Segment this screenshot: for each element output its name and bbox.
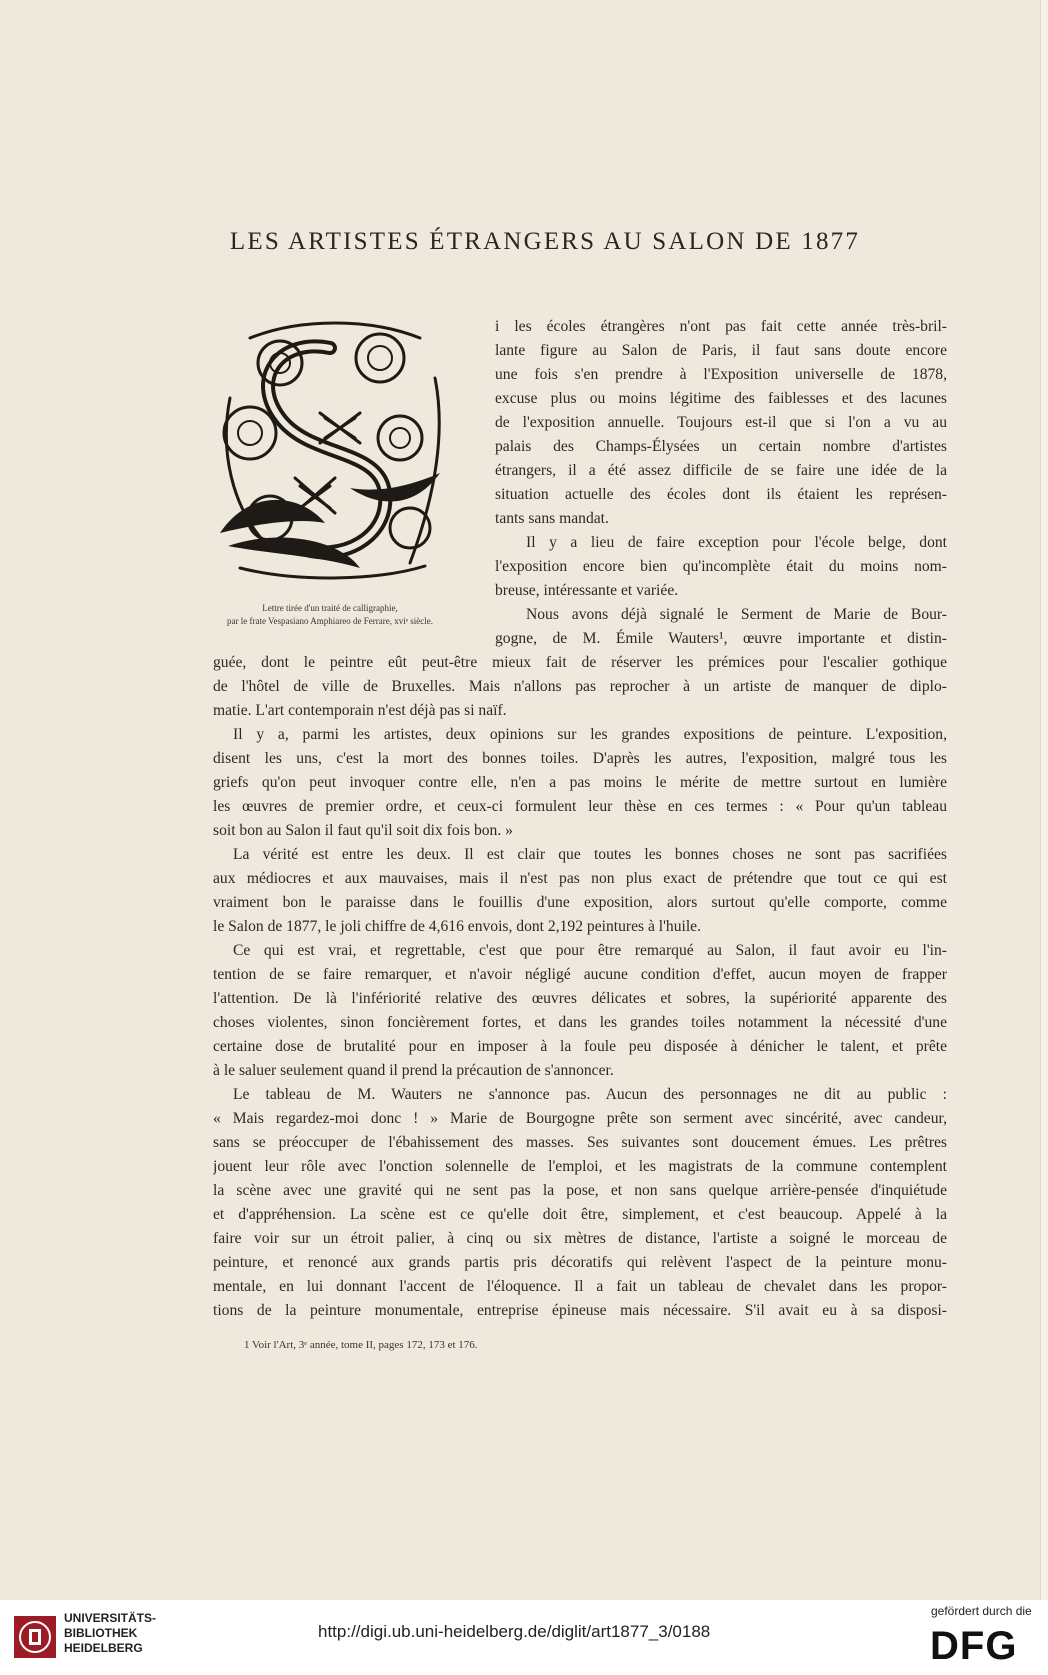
article-title: LES ARTISTES ÉTRANGERS AU SALON DE 1877 bbox=[229, 228, 861, 255]
library-name-line: UNIVERSITÄTS- bbox=[64, 1611, 157, 1625]
text-line: breuse, intéressante et variée. bbox=[495, 582, 679, 599]
text-line: l'attention. De là l'infériorité relative des œuvres délicates et sobres, la supériorité apparente des bbox=[213, 990, 947, 1007]
text-line: matie. L'art contemporain n'est déjà pas si naïf. bbox=[213, 702, 507, 719]
text-line: « Mais regardez-moi donc ! » Marie de Bourgogne prête son serment avec sincérité, avec candeur, bbox=[213, 1110, 947, 1127]
text-line: Il y a lieu de faire exception pour l'école belge, dont bbox=[526, 534, 947, 551]
text-line: faire voir sur un étroit palier, à cinq ou six mètres de distance, l'artiste a soigné le morceau de bbox=[213, 1230, 947, 1247]
text-line: disent les uns, c'est la mort des bonnes toiles. D'après les autres, l'exposition, malgré tous les bbox=[213, 750, 947, 767]
text-line: sans se préoccuper de l'ébahissement des masses. Ses suivantes sont doucement émues. Les prêtres bbox=[213, 1134, 947, 1151]
initial-caption bbox=[200, 602, 460, 628]
text-line: Il y a, parmi les artistes, deux opinions sur les grandes expositions de peinture. L'exposition, bbox=[233, 726, 947, 743]
text-line: aux médiocres et aux mauvaises, mais il n'est pas non plus exact de prétendre que tout ce qui est bbox=[213, 870, 947, 887]
text-line: certaine dose de brutalité pour en imposer à la foule peu disposée à dénicher le talent, et prête bbox=[213, 1038, 947, 1055]
text-line: tants sans mandat. bbox=[495, 510, 609, 527]
text-line: une fois s'en prendre à l'Exposition universelle de 1878, bbox=[495, 366, 947, 383]
source-url-link[interactable]: http://digi.ub.uni-heidelberg.de/diglit/art1877_3/0188 bbox=[318, 1622, 711, 1641]
caption-line: Lettre tirée d'un traité de calligraphie, bbox=[262, 603, 398, 613]
library-name-line: HEIDELBERG bbox=[64, 1641, 143, 1655]
library-name-line: BIBLIOTHEK bbox=[64, 1626, 138, 1640]
text-line: soit bon au Salon il faut qu'il soit dix fois bon. » bbox=[213, 822, 513, 839]
text-line: tions de la peinture monumentale, entreprise épineuse mais nécessaire. S'il avait eu à sa disposi- bbox=[213, 1302, 947, 1319]
text-line: excuse plus ou moins légitime des faiblesses et des lacunes bbox=[495, 390, 947, 407]
text-line: situation actuelle des écoles dont ils étaient les représen- bbox=[495, 486, 947, 503]
text-line: l'exposition encore bien qu'incomplète était du moins nom- bbox=[495, 558, 947, 575]
text-line: de l'exposition annuelle. Toujours est-il que si l'on a vu au bbox=[495, 414, 947, 431]
page-edge bbox=[1040, 0, 1048, 1600]
text-line: étrangers, il a été assez difficile de se faire une idée de la bbox=[495, 462, 947, 479]
decorative-initial-s bbox=[210, 318, 450, 583]
footnote: 1 Voir l'Art, 3ᵉ année, tome II, pages 172, 173 et 176. bbox=[244, 1339, 478, 1351]
text-line: peinture, et renoncé aux grands partis pris décoratifs qui relèvent l'aspect de la peinture monu- bbox=[213, 1254, 947, 1271]
text-line: et d'appréhension. La scène est ce qu'elle doit être, simplement, et c'est beaucoup. Appelé à la bbox=[213, 1206, 947, 1223]
text-line: la scène avec une gravité qui ne sent pas la pose, et non sans quelque arrière-pensée d'inquiétude bbox=[213, 1182, 947, 1199]
text-line: jouent leur rôle avec l'onction solennelle de l'emploi, et les magistrats de la commune contemplent bbox=[213, 1158, 947, 1175]
text-line: Ce qui est vrai, et regrettable, c'est que pour être remarqué au Salon, il faut avoir eu l'in- bbox=[233, 942, 947, 959]
text-line: à le saluer seulement quand il prend la précaution de s'annoncer. bbox=[213, 1062, 614, 1079]
text-line: tention de se faire remarquer, et n'avoir négligé aucune condition d'effet, aucun moyen de frapper bbox=[213, 966, 947, 983]
text-line: i les écoles étrangères n'ont pas fait cette année très-bril- bbox=[495, 318, 947, 335]
university-library-seal-icon bbox=[12, 1614, 58, 1660]
text-line: La vérité est entre les deux. Il est clair que toutes les bonnes choses ne sont pas sacrifiées bbox=[233, 846, 947, 863]
funding-label: gefördert durch die bbox=[931, 1604, 1032, 1618]
text-line: vraiment bon le paraisse dans le fouillis d'une exposition, alors surtout qu'elle comporte, comme bbox=[213, 894, 947, 911]
text-line: lante figure au Salon de Paris, il faut sans doute encore bbox=[495, 342, 947, 359]
text-line: les œuvres de premier ordre, et ceux-ci formulent leur thèse en ces termes : « Pour qu'un tableau bbox=[213, 798, 947, 815]
library-name[interactable] bbox=[64, 1611, 156, 1656]
text-line: Nous avons déjà signalé le Serment de Marie de Bour- bbox=[526, 606, 947, 623]
text-line: de l'hôtel de ville de Bruxelles. Mais n'allons pas reprocher à un artiste de manquer de diplo- bbox=[213, 678, 947, 695]
text-line: choses violentes, sinon foncièrement fortes, et dans les grandes toiles notamment la nécessité d'une bbox=[213, 1014, 947, 1031]
text-line: le Salon de 1877, le joli chiffre de 4,616 envois, dont 2,192 peintures à l'huile. bbox=[213, 918, 701, 935]
dfg-logo[interactable]: DFG bbox=[930, 1624, 1018, 1668]
text-line: mentale, en lui donnant l'accent de l'éloquence. Il a fait un tableau de chevalet dans les propor- bbox=[213, 1278, 947, 1295]
text-line: palais des Champs-Élysées un certain nombre d'artistes bbox=[495, 438, 947, 455]
text-line: guée, dont le peintre eût peut-être mieux fait de réserver les prémices pour l'escalier gothique bbox=[213, 654, 947, 671]
text-line: griefs qu'on peut invoquer contre elle, n'en a pas moins le mérite de mettre surtout en lumière bbox=[213, 774, 947, 791]
caption-line: par le frate Vespasiano Amphiareo de Ferrare, xviᵉ siècle. bbox=[226, 616, 434, 626]
text-line: gogne, de M. Émile Wauters¹, œuvre importante et distin- bbox=[495, 630, 947, 647]
text-line: Le tableau de M. Wauters ne s'annonce pas. Aucun des personnages ne dit au public : bbox=[233, 1086, 947, 1103]
